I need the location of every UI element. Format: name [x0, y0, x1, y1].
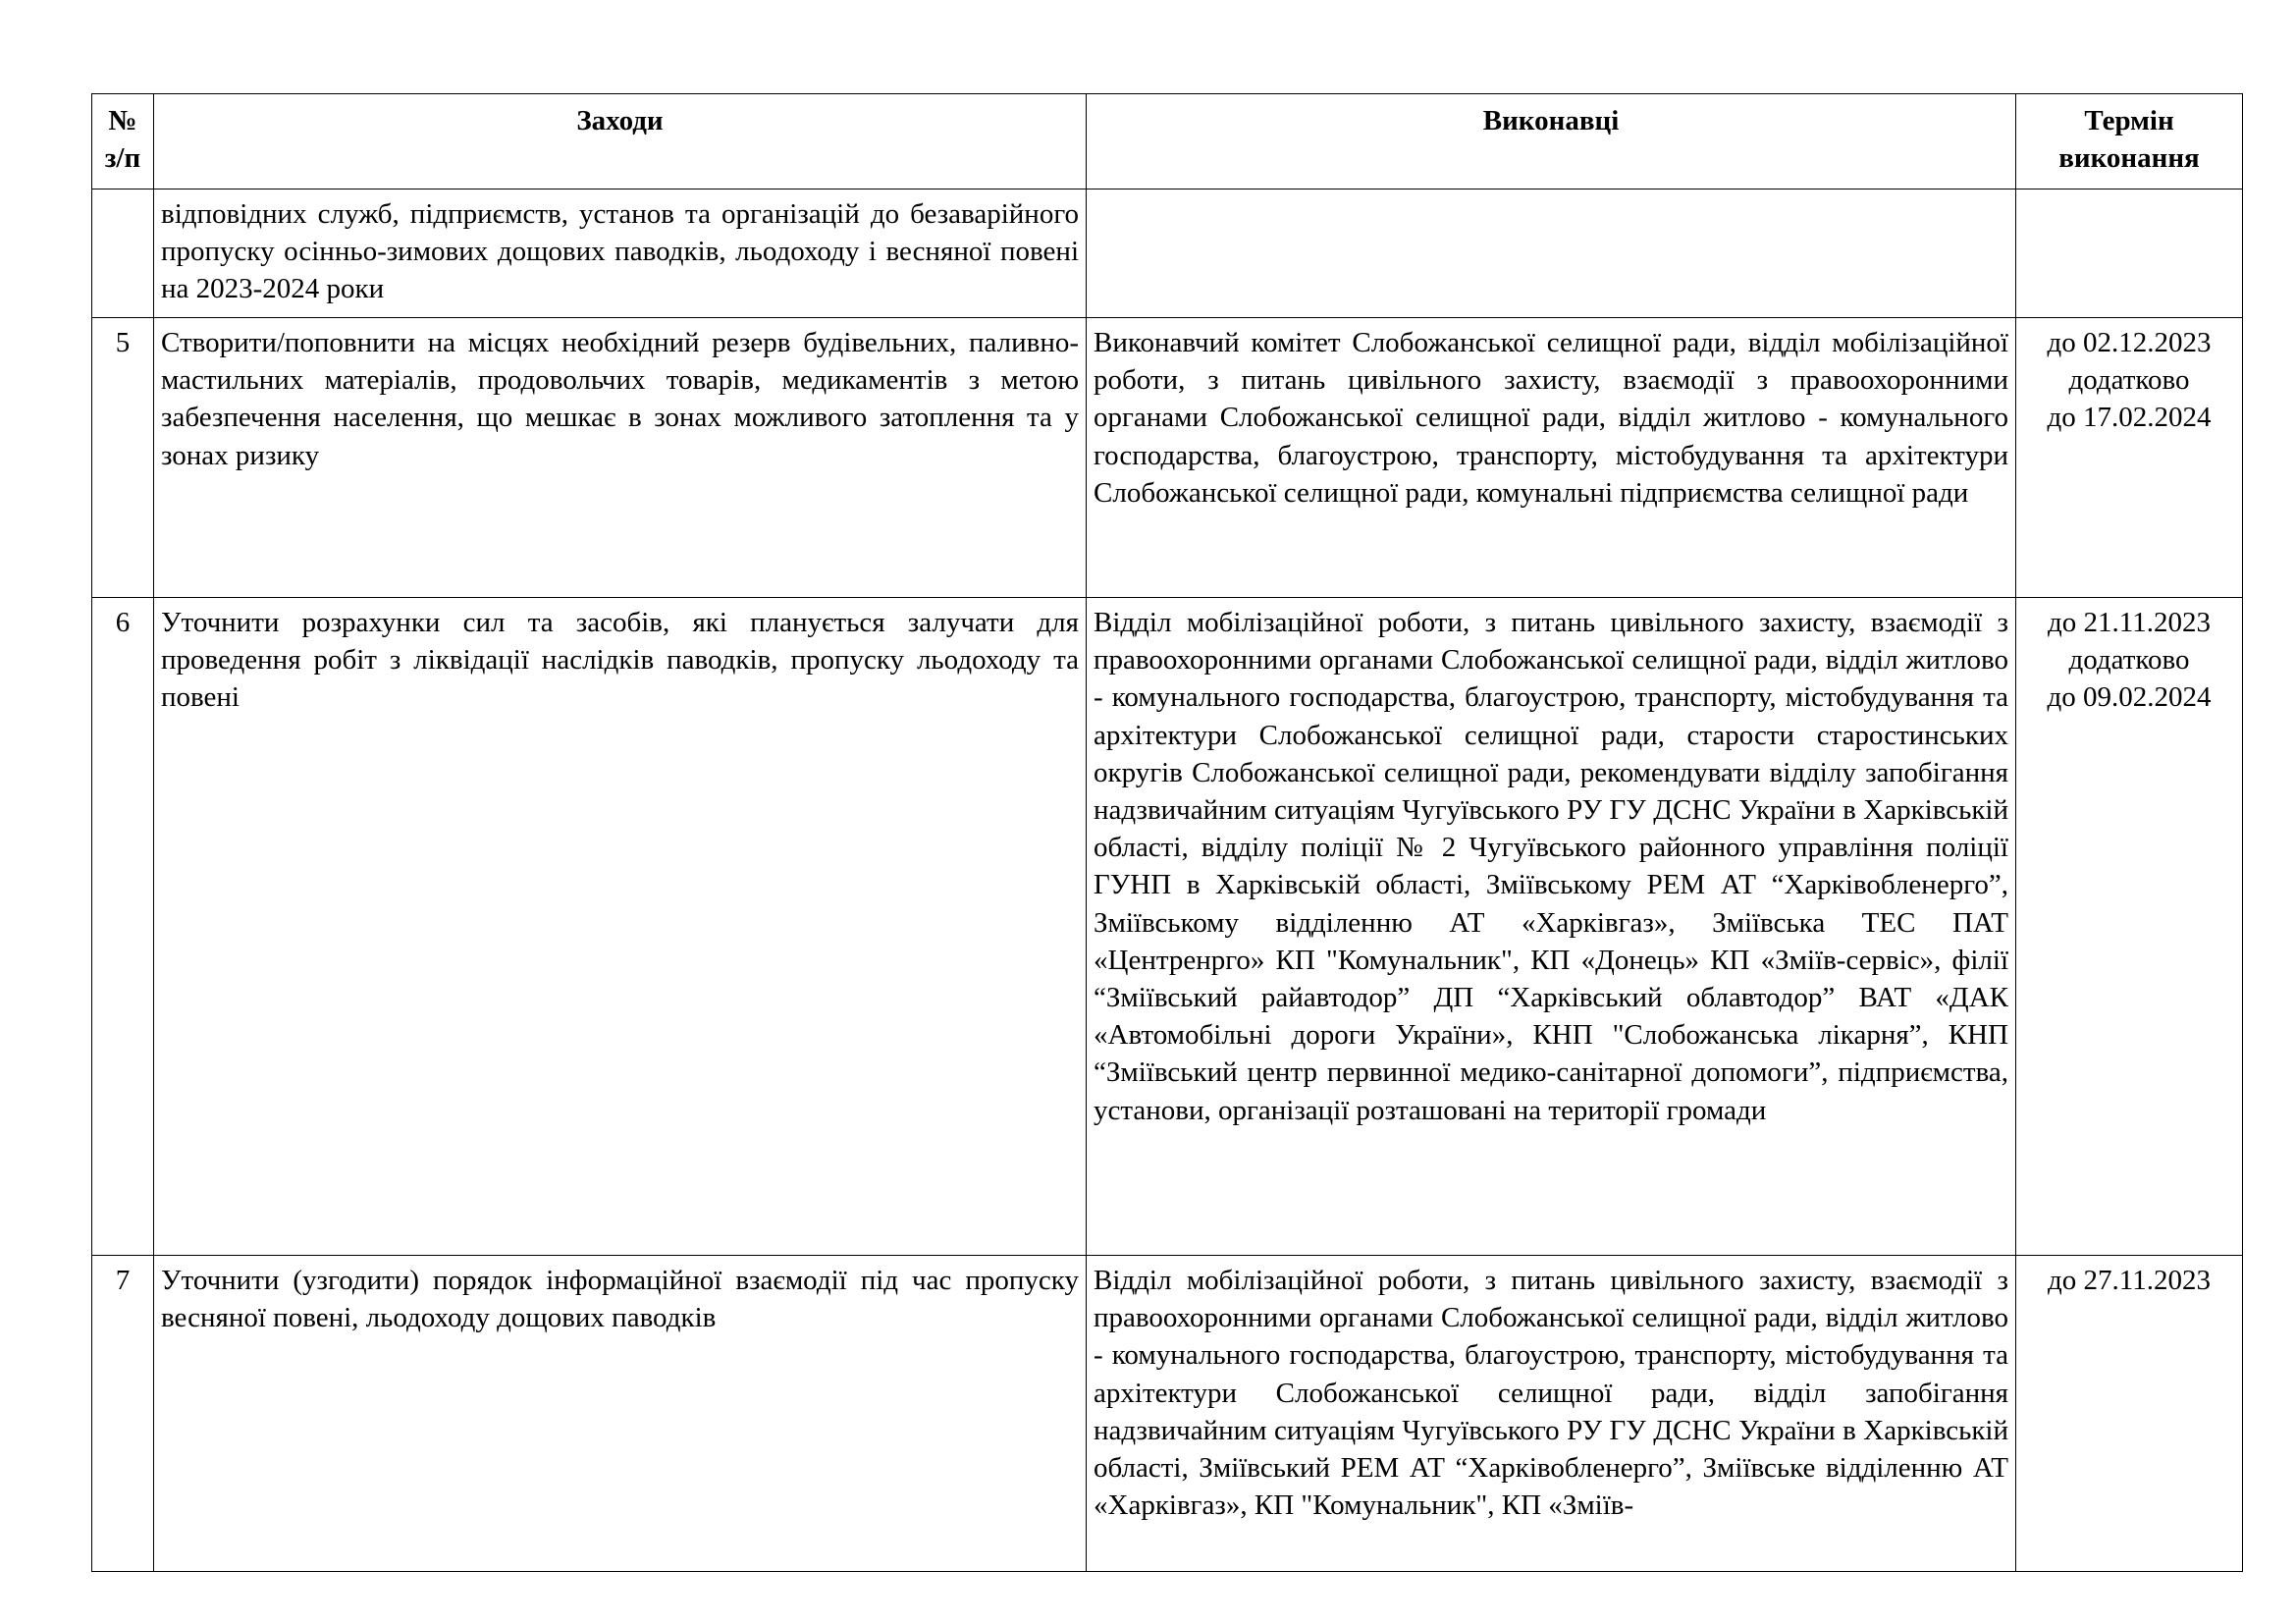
- term-line: додатково: [2068, 364, 2190, 397]
- row-number: 7: [92, 1256, 154, 1572]
- term-line: до 09.02.2024: [2047, 681, 2212, 714]
- table-row: [92, 1256, 2243, 1572]
- header-executors: Виконавці: [1087, 94, 2016, 189]
- row-executors: Виконавчий комітет Слобожанської селищної ради, відділ мобілізаційної роботи, з питань цивільного захисту, взаємодії з правоохоронними органами Слобожанської селищної ради, відділ житлово - комунального господарства, благоустрою, транспорту, містобудування та архітектури Слобожанської селищної ради, комунальні підприємства селищної ради: [1087, 318, 2016, 598]
- row-number: 6: [92, 598, 154, 1256]
- row-executors: [1087, 189, 2016, 318]
- table-row: [92, 189, 2243, 318]
- term-line: до 27.11.2023: [2048, 1265, 2211, 1296]
- row-measure: Уточнити (узгодити) порядок інформаційної взаємодії під час пропуску весняної повені, льодоходу дощових паводків: [154, 1256, 1087, 1572]
- row-measure: Уточнити розрахунки сил та засобів, які планується залучати для проведення робіт з ліквідації наслідків паводків, пропуску льодоходу та повені: [154, 598, 1087, 1256]
- row-executors: Відділ мобілізаційної роботи, з питань цивільного захисту, взаємодії з правоохоронними органами Слобожанської селищної ради, відділ житлово - комунального господарства, благоустрою, транспорту, містобудування та архітектури Слобожанської селищної ради, старости старостинських округів Слобожанської селищної ради, рекомендувати відділу запобігання надзвичайним ситуаціям Чугуївського РУ ГУ ДСНС України в Харківській області, відділу поліції № 2 Чугуївського районного управління поліції ГУНП в Харківській області, Зміївському РЕМ АТ “Харківобленерго”, Зміївському відділенню АТ «Харківгаз», Зміївська ТЕС ПАТ «Центренрго» КП "Комунальник", КП «Донець» КП «Зміїв-сервіс», філії “Зміївський райавтодор” ДП “Харківський облавтодор” ВАТ «ДАК «Автомобільні дороги України», КНП "Слобожанська лікарня”, КНП “Зміївський центр первинної медико-санітарної допомоги”, підприємства, установи, організації розташовані на території громади: [1087, 598, 2016, 1256]
- term-line: до 21.11.2023: [2048, 607, 2211, 638]
- row-term: [2016, 598, 2243, 1256]
- header-measures: Заходи: [154, 94, 1087, 189]
- header-term: Термін виконання: [2016, 94, 2243, 189]
- row-term: [2016, 318, 2243, 598]
- term-line: додатково: [2068, 644, 2190, 677]
- row-number: 5: [92, 318, 154, 598]
- document-page: [91, 93, 2242, 1572]
- row-measure: Створити/поповнити на місцях необхідний резерв будівельних, паливно-мастильних матеріалів, продовольчих товарів, медикаментів з метою забезпечення населення, що мешкає в зонах можливого затоплення та у зонах ризику: [154, 318, 1087, 598]
- row-number: [92, 189, 154, 318]
- row-executors: Відділ мобілізаційної роботи, з питань цивільного захисту, взаємодії з правоохоронними органами Слобожанської селищної ради, відділ житлово - комунального господарства, благоустрою, транспорту, містобудування та архітектури Слобожанської селищної ради, відділ запобігання надзвичайним ситуаціям Чугуївського РУ ГУ ДСНС України в Харківській області, Зміївський РЕМ АТ “Харківобленерго”, Зміївське відділенню АТ «Харківгаз», КП "Комунальник", КП «Зміїв-: [1087, 1256, 2016, 1572]
- row-term: [2016, 189, 2243, 318]
- table-header-row: [92, 94, 2243, 189]
- table-row: [92, 318, 2243, 598]
- term-line: до 17.02.2024: [2047, 402, 2212, 434]
- row-term: [2016, 1256, 2243, 1572]
- table-row: [92, 598, 2243, 1256]
- term-line: до 02.12.2023: [2047, 327, 2212, 358]
- measures-table: [91, 93, 2243, 1572]
- header-number: № з/п: [92, 94, 154, 189]
- row-measure: відповідних служб, підприємств, установ та організацій до безаварійного пропуску осінньо-зимових дощових паводків, льодоходу і весняної повені на 2023-2024 роки: [154, 189, 1087, 318]
